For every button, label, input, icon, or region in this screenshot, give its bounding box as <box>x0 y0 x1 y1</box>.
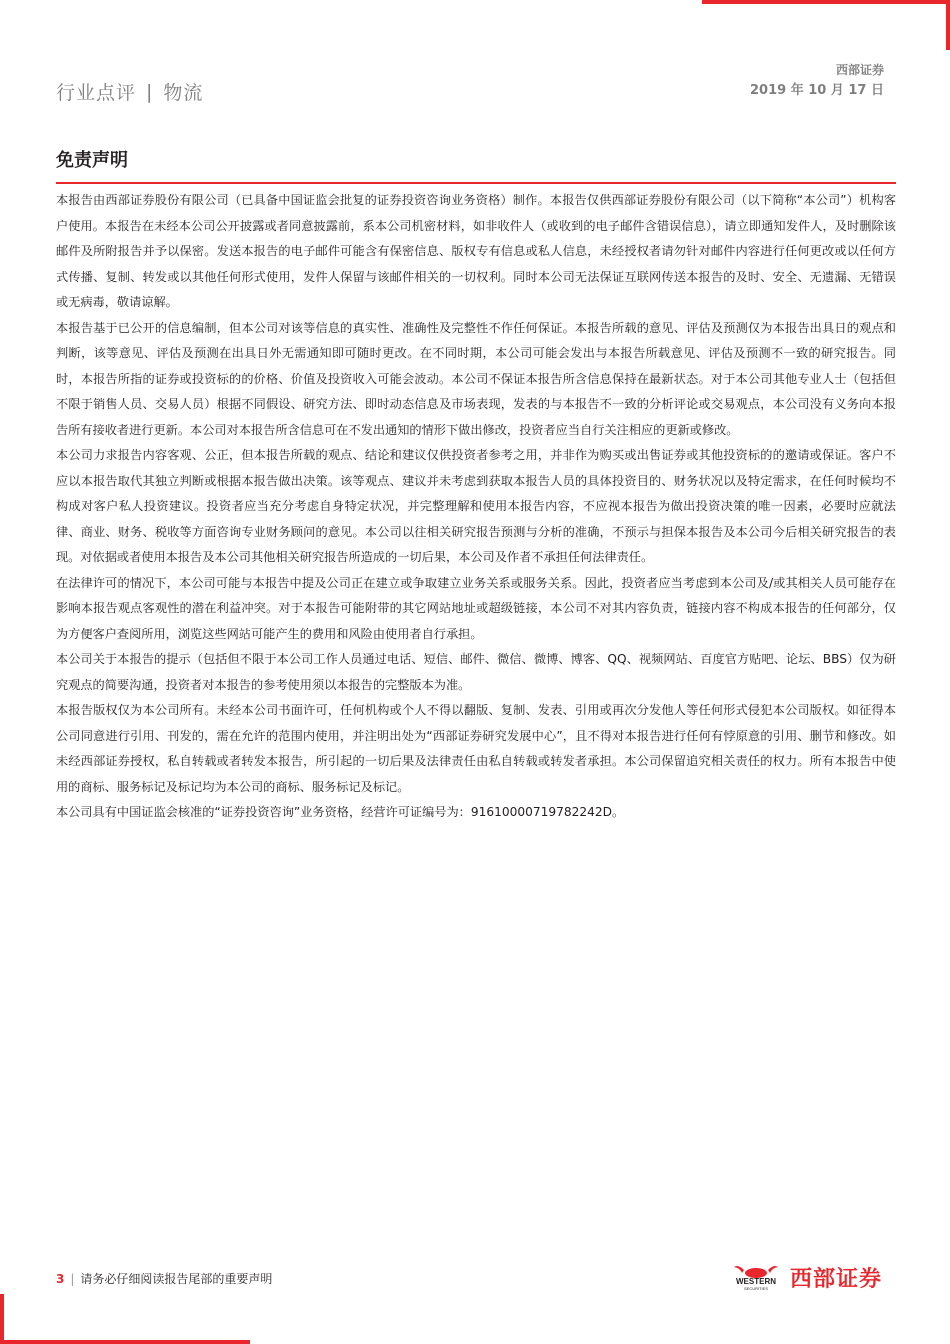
page-footer <box>56 1270 272 1287</box>
page-number: 3 <box>56 1271 65 1286</box>
logo-mark-subtext: SECURITIES <box>743 1286 769 1291</box>
logo-text: 西部证券 <box>790 1266 883 1292</box>
report-category <box>56 78 203 105</box>
disclaimer-paragraph: 本公司力求报告内容客观、公正，但本报告所载的观点、结论和建议仅供投资者参考之用，并非作为购买或出售证券或其他投资标的的邀请或保证。客户不应以本报告取代其独立判断或根据本报告做出决策。该等观点、建议并未考虑到获取本报告人员的具体投资目的、财务状况以及特定需求，在任何时候均不构成对客户私人投资建议。投资者应当充分考虑自身特定状况，并完整理解和使用本报告内容，不应视本报告为做出投资决策的唯一因素，必要时应就法律、商业、财务、税收等方面咨询专业财务顾问的意见。本公司以往相关研究报告预测与分析的准确，不预示与担保本报告及本公司今后相关研究报告的表现。对依据或者使用本报告及本公司其他相关研究报告所造成的一切后果，本公司及作者不承担任何法律责任。 <box>56 448 896 564</box>
report-date: 2019 年 10 月 17 日 <box>750 83 884 98</box>
logo-mark-text: WESTERN <box>736 1277 776 1286</box>
disclaimer-title: 免责声明 <box>56 150 128 171</box>
report-subcategory-label: 物流 <box>163 82 204 104</box>
corner-decoration-bottom-left <box>0 1340 250 1344</box>
title-divider <box>56 182 896 184</box>
disclaimer-paragraph: 本公司具有中国证监会核准的“证券投资咨询”业务资格，经营许可证编号为：91610000719782242D。 <box>56 805 625 819</box>
company-logo <box>728 1262 898 1292</box>
disclaimer-paragraph: 本报告由西部证券股份有限公司（已具备中国证监会批复的证券投资咨询业务资格）制作。本报告仅供西部证券股份有限公司（以下简称“本公司”）机构客户使用。本报告在未经本公司公开披露或者同意披露前，系本公司机密材料，如非收件人（或收到的电子邮件含错误信息），请立即通知发件人，及时删除该邮件及所附报告并予以保密。发送本报告的电子邮件可能含有保密信息、版权专有信息或私人信息，未经授权者请勿针对邮件内容进行任何更改或以任何方式传播、复制、转发或以其他任何形式使用，发件人保留与该邮件相关的一切权利。同时本公司无法保证互联网传送本报告的及时、安全、无遗漏、无错误或无病毒，敬请谅解。 <box>56 193 896 309</box>
western-bull-icon <box>728 1262 784 1292</box>
corner-decoration-top-right <box>702 0 950 4</box>
disclaimer-paragraph: 在法律许可的情况下，本公司可能与本报告中提及公司正在建立或争取建立业务关系或服务关系。因此，投资者应当考虑到本公司及/或其相关人员可能存在影响本报告观点客观性的潜在利益冲突。对于本报告可能附带的其它网站地址或超级链接，本公司不对其内容负责，链接内容不构成本报告的任何部分，仅为方便客户查阅所用，浏览这些网站可能产生的费用和风险由使用者自行承担。 <box>56 575 896 641</box>
report-category-label: 行业点评 <box>56 82 137 104</box>
disclaimer-paragraph: 本报告基于已公开的信息编制，但本公司对该等信息的真实性、准确性及完整性不作任何保证。本报告所载的意见、评估及预测仅为本报告出具日的观点和判断，该等意见、评估及预测在出具日外无需通知即可随时更改。在不同时期，本公司可能会发出与本报告所载意见、评估及预测不一致的研究报告。同时，本报告所指的证券或投资标的的价格、价值及投资收入可能会波动。本公司不保证本报告所含信息保持在最新状态。对于本公司其他专业人士（包括但不限于销售人员、交易人员）根据不同假设、研究方法、即时动态信息及市场表现，发表的与本报告不一致的分析评论或交易观点，本公司没有义务向本报告所有接收者进行更新。本公司对本报告所含信息可在不发出通知的情形下做出修改，投资者应当自行关注相应的更新或修改。 <box>56 320 896 437</box>
corner-decoration-bottom-left-vertical <box>0 1294 4 1344</box>
header-company-name: 西部证券 <box>835 63 884 77</box>
footer-notice: 请务必仔细阅读报告尾部的重要声明 <box>80 1272 273 1286</box>
disclaimer-paragraph: 本报告版权仅为本公司所有。未经本公司书面许可，任何机构或个人不得以翻版、复制、发表、引用或再次分发他人等任何形式侵犯本公司版权。如征得本公司同意进行引用、刊发的，需在允许的范围内使用，并注明出处为“西部证券研究发展中心”，且不得对本报告进行任何有悖原意的引用、删节和修改。如未经西部证券授权，私自转载或者转发本报告，所引起的一切后果及法律责任由私自转载或转发者承担。本公司保留追究相关责任的权力。所有本报告中使用的商标、服务标记及标记均为本公司的商标、服务标记及标记。 <box>56 703 896 794</box>
disclaimer-body <box>56 188 896 826</box>
header-separator: | <box>146 80 154 103</box>
corner-decoration-top-right-vertical <box>946 0 950 50</box>
footer-separator: | <box>70 1271 75 1286</box>
disclaimer-paragraph: 本公司关于本报告的提示（包括但不限于本公司工作人员通过电话、短信、邮件、微信、微博、博客、QQ、视频网站、百度官方贴吧、论坛、BBS）仅为研究观点的简要沟通，投资者对本报告的参考使用须以本报告的完整版本为准。 <box>56 652 896 692</box>
